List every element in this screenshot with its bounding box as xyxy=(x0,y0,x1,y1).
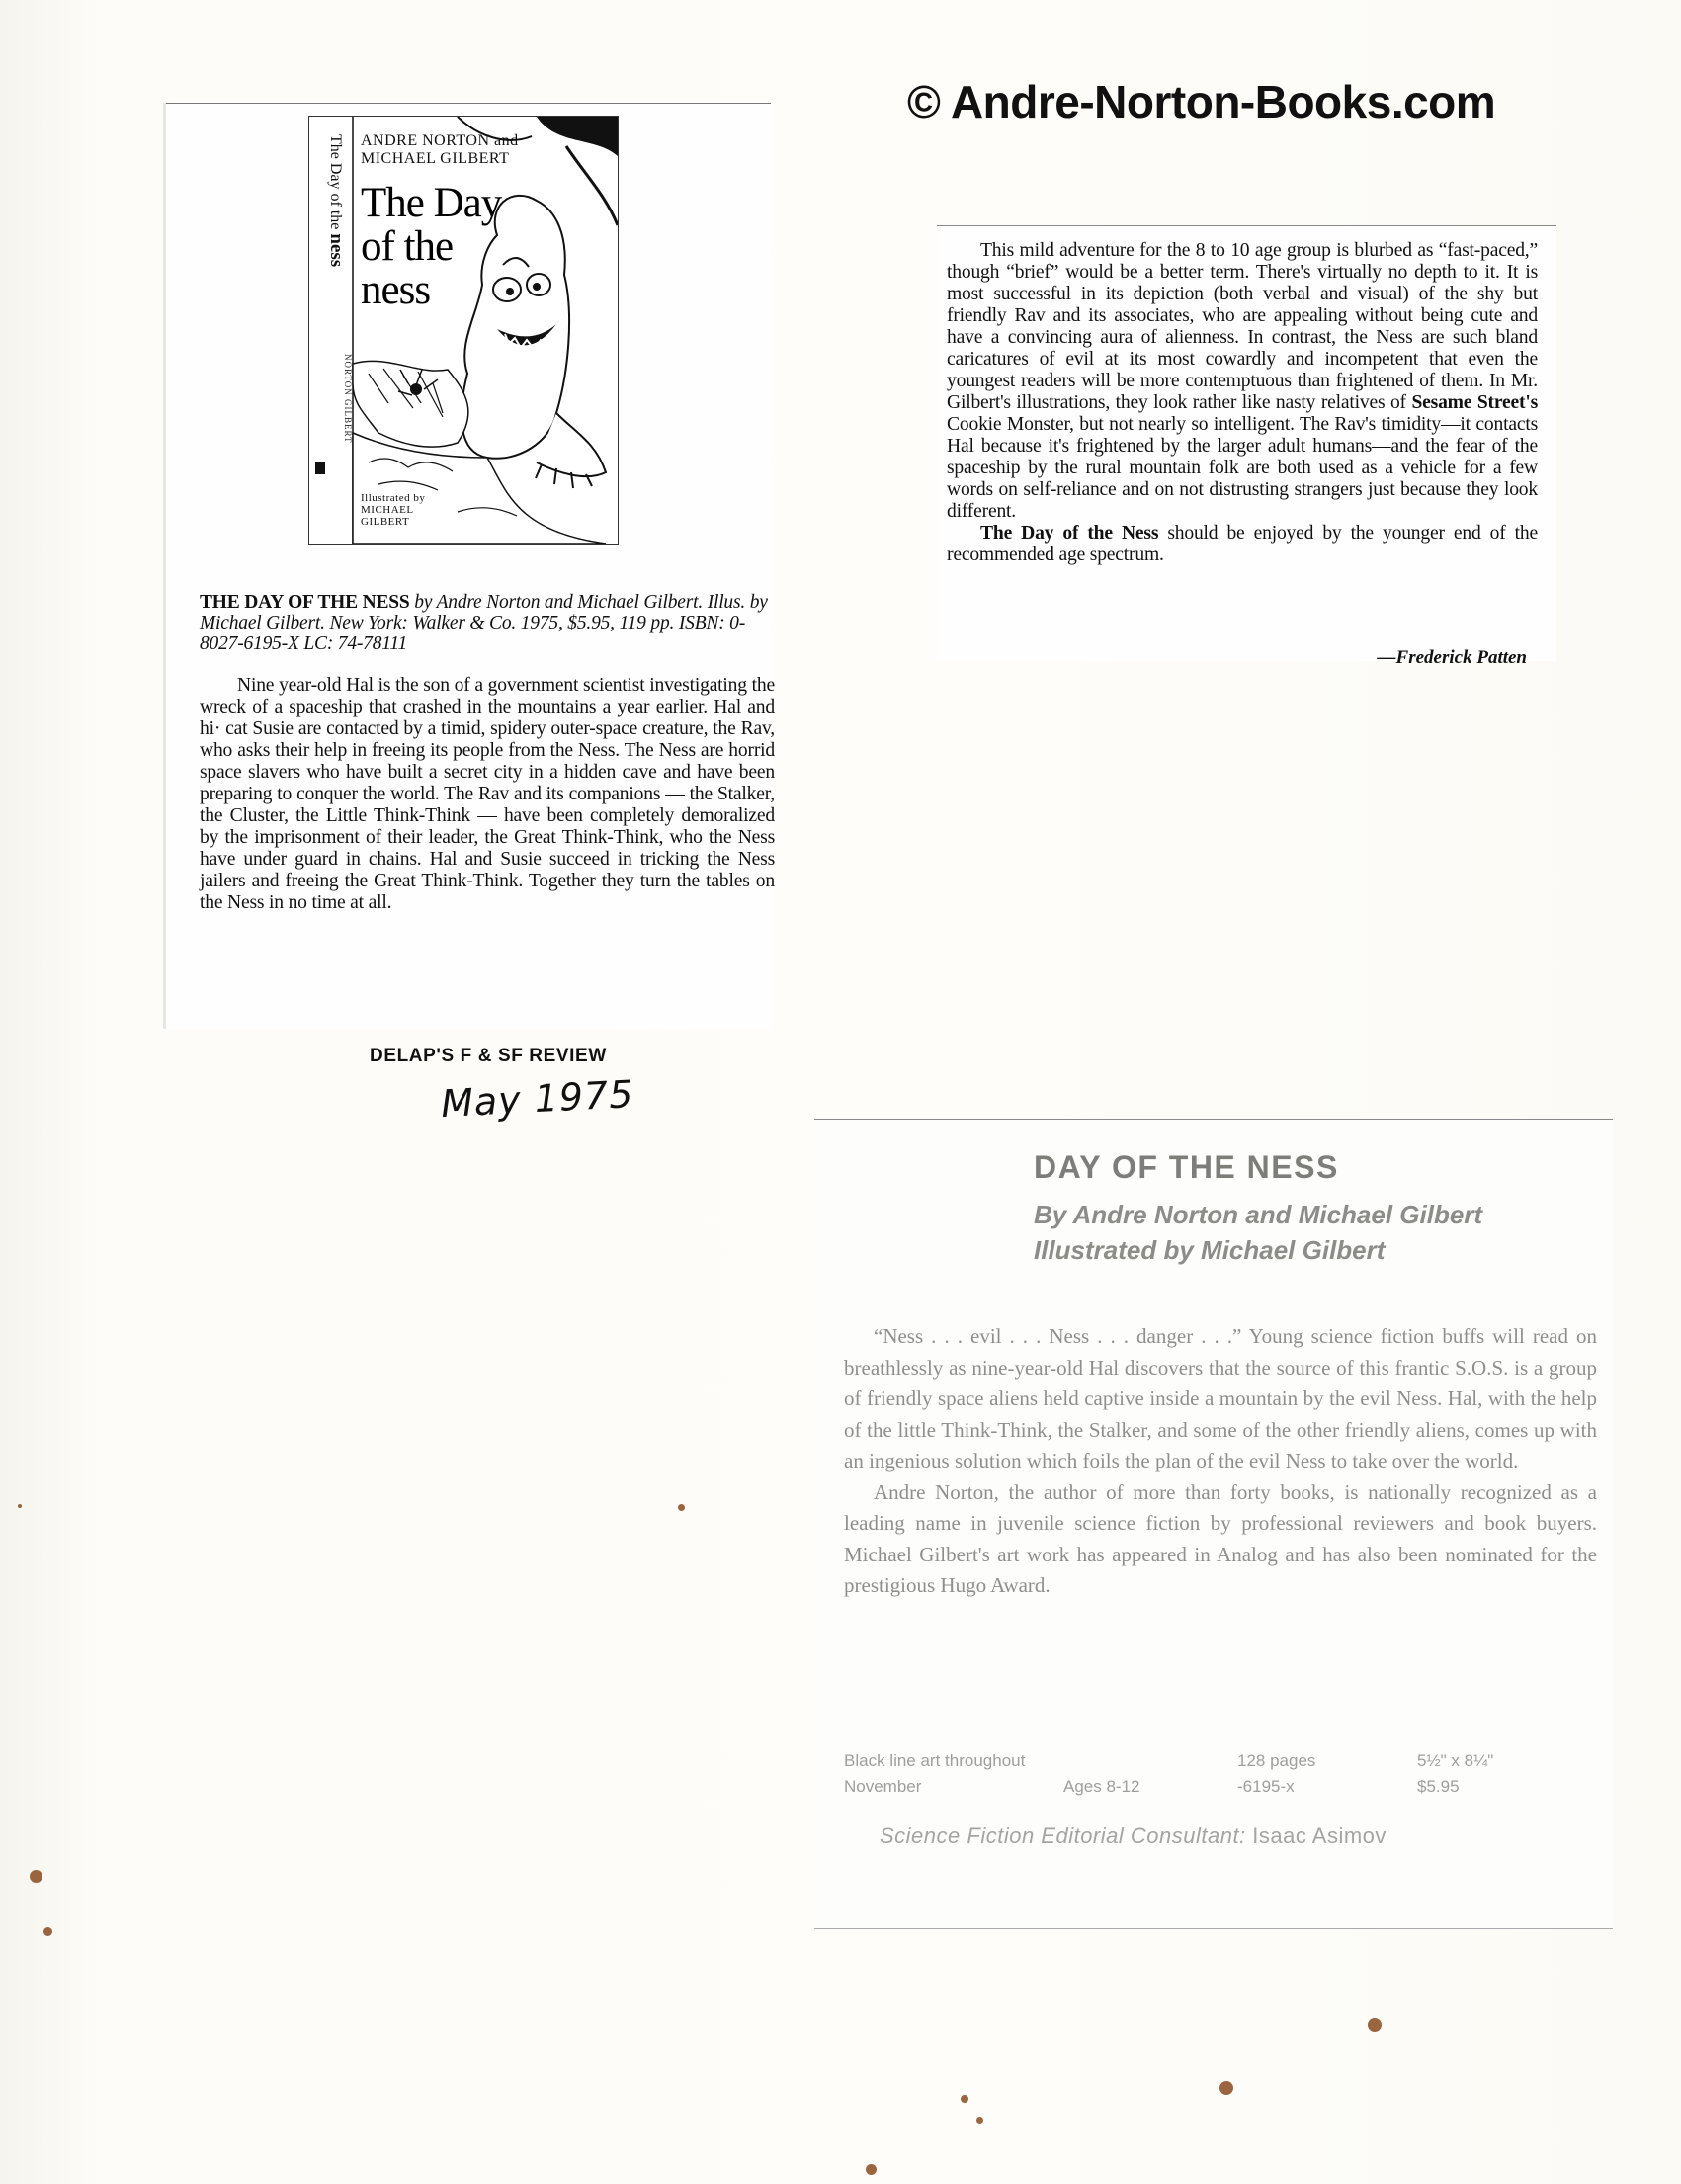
cover-authors: ANDRE NORTON and MICHAEL GILBERT xyxy=(361,132,519,167)
blurb-title: DAY OF THE NESS xyxy=(1034,1149,1339,1185)
handwritten-date: May 1975 xyxy=(439,1071,635,1127)
spine-authors: NORTON GILBERT xyxy=(343,354,353,444)
foxing-spot xyxy=(678,1504,685,1511)
right-review-clipping xyxy=(937,225,1556,668)
spec-price: $5.95 xyxy=(1417,1777,1460,1796)
book-specs xyxy=(844,1748,1595,1800)
foxing-spot xyxy=(43,1927,52,1936)
spec-ages: Ages 8-12 xyxy=(1063,1777,1140,1796)
review-citation: THE DAY OF THE NESS by Andre Norton and Michael Gilbert. Illus. by Michael Gilbert. New York: Walker & Co. 1975, $5.95, 119 pp. ISBN: 0-8027-6195-X LC: 74-78111 xyxy=(200,592,768,654)
foxing-spot xyxy=(30,1870,42,1883)
spec-pages: 128 pages xyxy=(1237,1751,1316,1770)
reviewer-name: —Frederick Patten xyxy=(1377,647,1527,668)
cover-spine xyxy=(309,117,359,444)
review-paragraph: This mild adventure for the 8 to 10 age group is blurbed as “fast-paced,” though “brief” would be a better term. There's virtually no depth to it. It is most successful in its depiction (both verbal and visual) of the shy but friendly Rav and its associates, who are appealing without being cute and have a convincing aura of alienness. In contrast, the Ness are such bland caricatures of evil at its most cowardly and incompetent that even the youngest readers will be more contemptuous than frightened of them. In Mr. Gilbert's illustrations, they look rather like nasty relatives of Sesame Street's Cookie Monster, but not nearly so intelligent. The Rav's timidity—it contacts Hal because it's frightened by the larger adult humans—and the fear of the spaceship by the rural mountain folk are both used as a vehicle for a few words on self-reliance and on not distrusting strangers just because they look different. xyxy=(947,240,1539,522)
foxing-spot xyxy=(866,2164,877,2175)
foxing-spot xyxy=(1368,2018,1382,2032)
cover-title: The Day of the ness xyxy=(361,180,502,313)
blurb-paragraph: Andre Norton, the author of more than forty books, is nationally recognized as a leading name in juvenile science fiction by professional reviewers and book buyers. Michael Gilbert's art work has appeared in Analog and has also been nominated for the prestigious Hugo Award. xyxy=(844,1479,1597,1597)
book-cover xyxy=(308,116,619,545)
copyright-watermark: © Andre-Norton-Books.com xyxy=(907,76,1496,127)
review-paragraph: The Day of the Ness should be enjoyed by the younger end of the recommended age spectrum. xyxy=(947,523,1538,565)
source-publication-label: DELAP'S F & SF REVIEW xyxy=(370,1046,607,1066)
foxing-spot xyxy=(1219,2081,1233,2095)
review-text xyxy=(947,240,1538,566)
spec-size: 5½" x 8¼" xyxy=(1417,1751,1494,1770)
foxing-spot xyxy=(961,2095,968,2103)
blurb-text xyxy=(844,1321,1597,1602)
spec-art: Black line art throughout xyxy=(844,1751,1026,1770)
spine-title: The Day of the ness xyxy=(326,134,347,268)
cover-illustrator-credit: Illustrated by MICHAEL GILBERT xyxy=(361,492,426,528)
foxing-spot xyxy=(976,2117,983,2124)
blurb-paragraph: “Ness . . . evil . . . Ness . . . danger . . .” Young science fiction buffs will read on breathlessly as nine-year-old Hal discovers that the source of this frantic S.O.S. is a group of friendly space aliens held captive inside a mountain by the evil Ness. Hal, with the help of the little Think-Think, the Stalker, and some of the other friendly aliens, comes up with an ingenious solution which foils the plan of the evil Ness to take over the world. xyxy=(844,1324,1597,1472)
spec-month: November xyxy=(844,1777,922,1796)
foxing-spot xyxy=(18,1504,22,1508)
blurb-byline: By Andre Norton and Michael Gilbert Illustrated by Michael Gilbert xyxy=(1034,1200,1483,1265)
review-summary: Nine year-old Hal is the son of a government scientist investigating the wreck of a spaceship that crashed in the mountains a year earlier. Hal and hi· cat Susie are contacted by a timid, spidery outer-space creature, the Rav, who asks their help in freeing its people from the Ness. The Ness are horrid space slavers who have built a secret city in a hidden cave and have been preparing to conquer the world. The Rav and its companions — the Stalker, the Cluster, the Little Think-Think — have been completely demoralized by the imprisonment of their leader, the Great Think-Think, who the Ness have under guard in chains. Hal and Susie succeed in tricking the Ness jailers and freeing the Great Think-Think. Together they turn the tables on the Ness in no time at all. xyxy=(200,675,775,913)
editorial-consultant: Science Fiction Editorial Consultant: Isaac Asimov xyxy=(880,1823,1387,1848)
left-review-clipping xyxy=(166,103,775,1029)
publisher-blurb-clipping xyxy=(814,1119,1613,1929)
spec-isbn: -6195-x xyxy=(1237,1777,1295,1796)
